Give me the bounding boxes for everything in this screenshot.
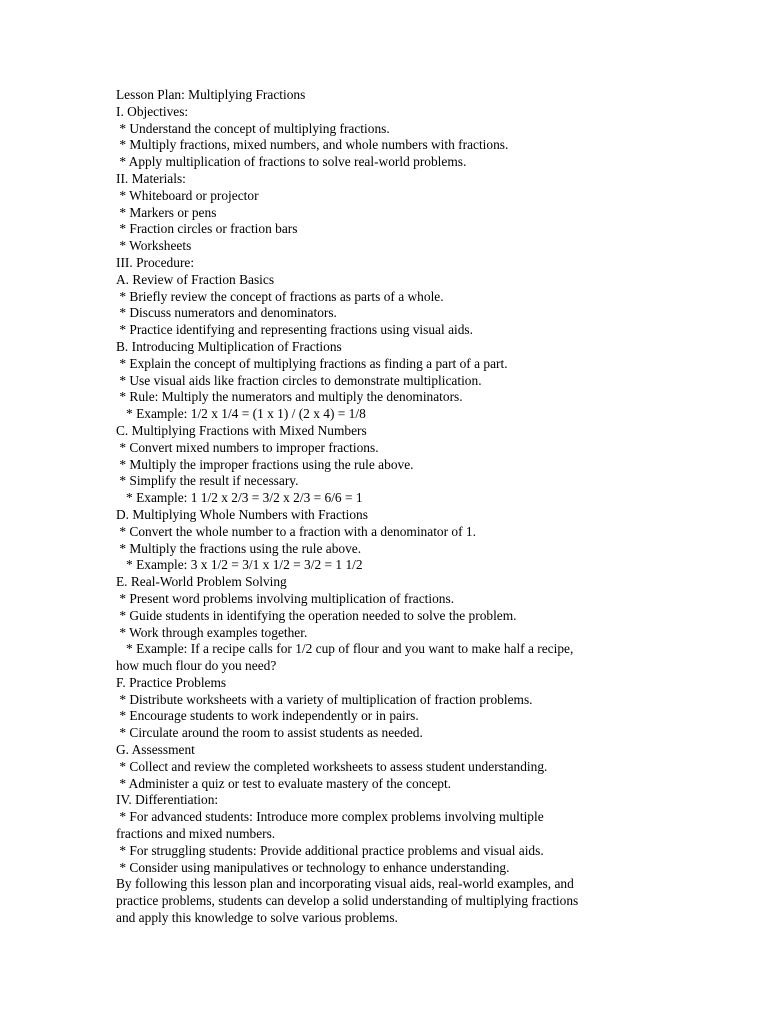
list-item: * Fraction circles or fraction bars <box>116 221 298 237</box>
list-item: * Multiply fractions, mixed numbers, and whole numbers with fractions. <box>116 137 509 153</box>
section-heading-differentiation: IV. Differentiation: <box>116 792 219 808</box>
list-item: * Multiply the fractions using the rule above. <box>116 540 362 556</box>
list-item: * Apply multiplication of fractions to solve real-world problems. <box>116 154 467 170</box>
subsection-heading: D. Multiplying Whole Numbers with Fractions <box>116 506 368 522</box>
list-item-continued: fractions and mixed numbers. <box>116 826 276 842</box>
list-item: * For advanced students: Introduce more complex problems involving multiple <box>116 809 544 825</box>
conclusion-text: By following this lesson plan and incorporating visual aids, real-world examples, and <box>116 876 574 892</box>
subsection-heading: C. Multiplying Fractions with Mixed Numbers <box>116 422 367 438</box>
subsection-heading: B. Introducing Multiplication of Fractions <box>116 338 342 354</box>
list-item: * Guide students in identifying the operation needed to solve the problem. <box>116 607 517 623</box>
subsection-heading: F. Practice Problems <box>116 674 227 690</box>
list-item: * Rule: Multiply the numerators and multiply the denominators. <box>116 389 463 405</box>
list-item: * Consider using manipulatives or technology to enhance understanding. <box>116 859 510 875</box>
list-item: * Explain the concept of multiplying fractions as finding a part of a part. <box>116 355 508 371</box>
list-item: * Collect and review the completed worksheets to assess student understanding. <box>116 758 548 774</box>
subsection-heading: G. Assessment <box>116 742 195 758</box>
section-heading-objectives: I. Objectives: <box>116 103 189 119</box>
list-item: * Understand the concept of multiplying fractions. <box>116 120 390 136</box>
list-item: * Worksheets <box>116 238 192 254</box>
conclusion-text: practice problems, students can develop a solid understanding of multiplying fractions <box>116 893 579 909</box>
list-item: * Circulate around the room to assist students as needed. <box>116 725 423 741</box>
example-item: * Example: 1 1/2 x 2/3 = 3/2 x 2/3 = 6/6 = 1 <box>116 490 363 506</box>
list-item: * Simplify the result if necessary. <box>116 473 299 489</box>
example-item: * Example: 1/2 x 1/4 = (1 x 1) / (2 x 4) = 1/8 <box>116 406 366 422</box>
list-item: * Administer a quiz or test to evaluate mastery of the concept. <box>116 775 452 791</box>
list-item: * Distribute worksheets with a variety of multiplication of fraction problems. <box>116 691 533 707</box>
list-item: * Multiply the improper fractions using the rule above. <box>116 456 414 472</box>
list-item: * Convert mixed numbers to improper fractions. <box>116 439 379 455</box>
conclusion-text: and apply this knowledge to solve various problems. <box>116 910 398 926</box>
subsection-heading: A. Review of Fraction Basics <box>116 271 275 287</box>
section-heading-procedure: III. Procedure: <box>116 254 195 270</box>
list-item: * Discuss numerators and denominators. <box>116 305 337 321</box>
document-page <box>116 87 656 927</box>
list-item: * Use visual aids like fraction circles to demonstrate multiplication. <box>116 372 482 388</box>
example-item-continued: how much flour do you need? <box>116 658 277 674</box>
example-item: * Example: If a recipe calls for 1/2 cup of flour and you want to make half a recipe, <box>116 641 574 657</box>
section-heading-materials: II. Materials: <box>116 170 186 186</box>
list-item: * Markers or pens <box>116 204 217 220</box>
list-item: * Whiteboard or projector <box>116 187 259 203</box>
subsection-heading: E. Real-World Problem Solving <box>116 574 287 590</box>
list-item: * Practice identifying and representing fractions using visual aids. <box>116 322 473 338</box>
list-item: * Present word problems involving multiplication of fractions. <box>116 590 455 606</box>
list-item: * Work through examples together. <box>116 624 308 640</box>
list-item: * Briefly review the concept of fractions as parts of a whole. <box>116 288 444 304</box>
list-item: * For struggling students: Provide additional practice problems and visual aids. <box>116 842 544 858</box>
list-item: * Convert the whole number to a fraction with a denominator of 1. <box>116 523 476 539</box>
list-item: * Encourage students to work independently or in pairs. <box>116 708 419 724</box>
example-item: * Example: 3 x 1/2 = 3/1 x 1/2 = 3/2 = 1 1/2 <box>116 557 363 573</box>
document-title: Lesson Plan: Multiplying Fractions <box>116 87 306 102</box>
